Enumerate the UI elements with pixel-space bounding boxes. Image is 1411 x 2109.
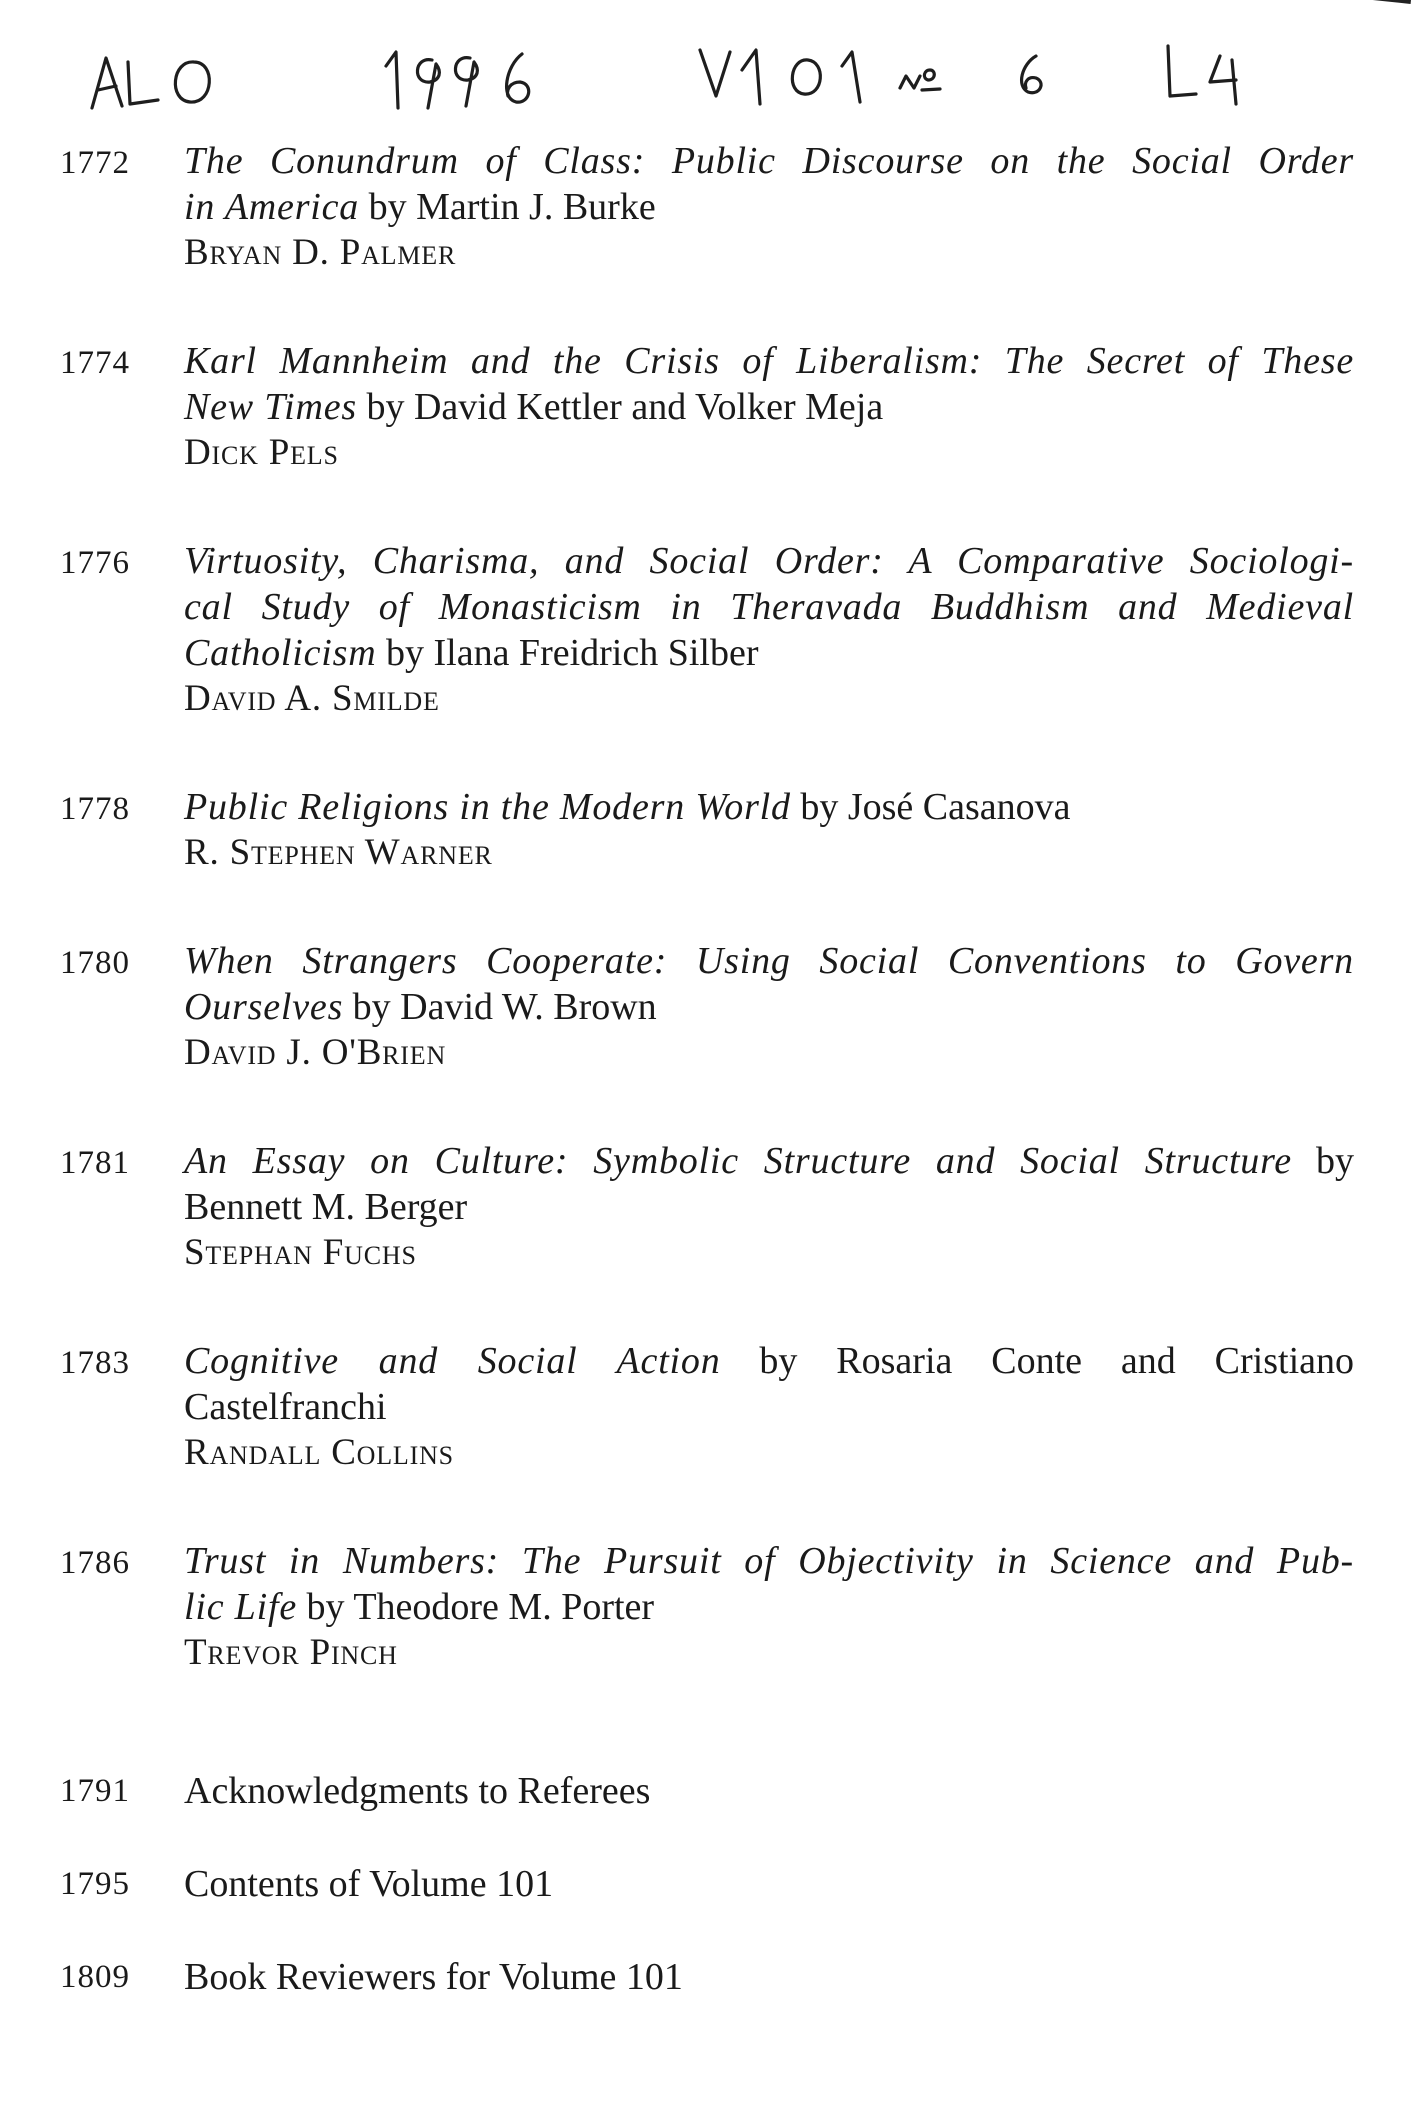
spacer xyxy=(60,476,1360,538)
section-title: Acknowledgments to Referees xyxy=(184,1770,651,1812)
reviewer-name: Stephan Fuchs xyxy=(184,1232,417,1273)
spacer xyxy=(60,1276,1360,1338)
review-body xyxy=(184,938,1354,1076)
book-line xyxy=(184,630,1354,676)
book-line xyxy=(184,538,1354,584)
book-title-text: Trust in Numbers: The Pursuit of Objectivity in Science and Pub- xyxy=(184,1540,1354,1582)
spacer xyxy=(60,1076,1360,1138)
reviewer-name: Trevor Pinch xyxy=(184,1632,398,1673)
misc-entry xyxy=(60,1861,1360,1907)
book-author-text: by David W. Brown xyxy=(343,986,657,1028)
review-body xyxy=(184,138,1354,276)
reviewer-name: R. Stephen Warner xyxy=(184,832,493,873)
book-line xyxy=(184,1138,1354,1184)
book-line xyxy=(184,1538,1354,1584)
spacer xyxy=(60,876,1360,938)
book-author-text: by Rosaria Conte and Cristiano xyxy=(720,1340,1354,1382)
book-author-text: by Theodore M. Porter xyxy=(297,1586,655,1628)
book-title-text: Public Religions in the Modern World xyxy=(184,786,791,828)
reviewer-name: Dick Pels xyxy=(184,432,339,473)
review-body xyxy=(184,1138,1354,1276)
book-line xyxy=(184,1384,1354,1430)
section-title: Book Reviewers for Volume 101 xyxy=(184,1956,683,1998)
book-line xyxy=(184,1338,1354,1384)
book-title-text: Catholicism xyxy=(184,632,377,674)
misc-entry xyxy=(60,1954,1360,2000)
book-title-text: An Essay on Culture: Symbolic Structure and Social Structure xyxy=(184,1140,1292,1182)
review-entry xyxy=(60,1338,1360,1476)
book-title-text: New Times xyxy=(184,386,357,428)
review-entry xyxy=(60,338,1360,476)
book-line xyxy=(184,138,1354,184)
book-line xyxy=(184,338,1354,384)
page-number: 1772 xyxy=(60,145,130,181)
book-line xyxy=(184,938,1354,984)
misc-entry xyxy=(60,1768,1360,1814)
reviewer-name: Randall Collins xyxy=(184,1432,454,1473)
misc-body xyxy=(184,1954,1354,2000)
page-number: 1776 xyxy=(60,545,130,581)
book-line xyxy=(184,1584,1354,1630)
book-author-text: Castelfranchi xyxy=(184,1386,387,1428)
book-line xyxy=(184,584,1354,630)
book-line xyxy=(184,784,1354,830)
page-number: 1795 xyxy=(60,1866,130,1902)
spacer xyxy=(60,276,1360,338)
section-title: Contents of Volume 101 xyxy=(184,1863,554,1905)
spacer xyxy=(60,1814,1360,1861)
page-number: 1780 xyxy=(60,945,130,981)
review-body xyxy=(184,338,1354,476)
review-entry xyxy=(60,784,1360,876)
review-body xyxy=(184,1538,1354,1676)
spacer xyxy=(60,1907,1360,1954)
book-title-text: lic Life xyxy=(184,1586,297,1628)
book-author-text: Bennett M. Berger xyxy=(184,1186,468,1228)
table-of-contents xyxy=(60,138,1360,2000)
book-title-text: Cognitive and Social Action xyxy=(184,1340,721,1382)
book-line xyxy=(184,1184,1354,1230)
review-entry xyxy=(60,538,1360,722)
review-body xyxy=(184,538,1354,722)
page-number: 1778 xyxy=(60,791,130,827)
book-line xyxy=(184,984,1354,1030)
misc-body xyxy=(184,1768,1354,1814)
book-author-text: by Ilana Freidrich Silber xyxy=(376,632,759,674)
page-number: 1783 xyxy=(60,1345,130,1381)
reviewer-name: David A. Smilde xyxy=(184,678,440,719)
book-author-text: by José Casanova xyxy=(790,786,1071,828)
page-number: 1774 xyxy=(60,345,130,381)
book-author-text: by xyxy=(1291,1140,1355,1182)
book-title-text: Virtuosity, Charisma, and Social Order: A Comparative Sociologi- xyxy=(184,540,1354,582)
page-number: 1786 xyxy=(60,1545,130,1581)
review-entry xyxy=(60,1538,1360,1676)
review-entry xyxy=(60,1138,1360,1276)
book-title-text: When Strangers Cooperate: Using Social Conventions to Govern xyxy=(184,940,1354,982)
book-title-text: The Conundrum of Class: Public Discourse on the Social Order xyxy=(184,140,1354,182)
spacer xyxy=(60,1676,1360,1768)
book-author-text: by Martin J. Burke xyxy=(359,186,656,228)
book-title-text: cal Study of Monasticism in Theravada Buddhism and Medieval xyxy=(184,586,1354,628)
handwritten-annotation xyxy=(0,0,1411,110)
reviewer-name: David J. O'Brien xyxy=(184,1032,447,1073)
page-number: 1809 xyxy=(60,1959,130,1995)
book-title-text: Karl Mannheim and the Crisis of Liberalism: The Secret of These xyxy=(184,340,1354,382)
book-author-text: by David Kettler and Volker Meja xyxy=(356,386,884,428)
page-number: 1791 xyxy=(60,1773,130,1809)
book-title-text: Ourselves xyxy=(184,986,344,1028)
review-body xyxy=(184,784,1354,876)
book-line xyxy=(184,184,1354,230)
review-entry xyxy=(60,938,1360,1076)
spacer xyxy=(60,1476,1360,1538)
misc-body xyxy=(184,1861,1354,1907)
book-line xyxy=(184,384,1354,430)
reviewer-name: Bryan D. Palmer xyxy=(184,232,457,273)
spacer xyxy=(60,722,1360,784)
book-title-text: in America xyxy=(184,186,360,228)
review-body xyxy=(184,1338,1354,1476)
review-entry xyxy=(60,138,1360,276)
page-number: 1781 xyxy=(60,1145,130,1181)
